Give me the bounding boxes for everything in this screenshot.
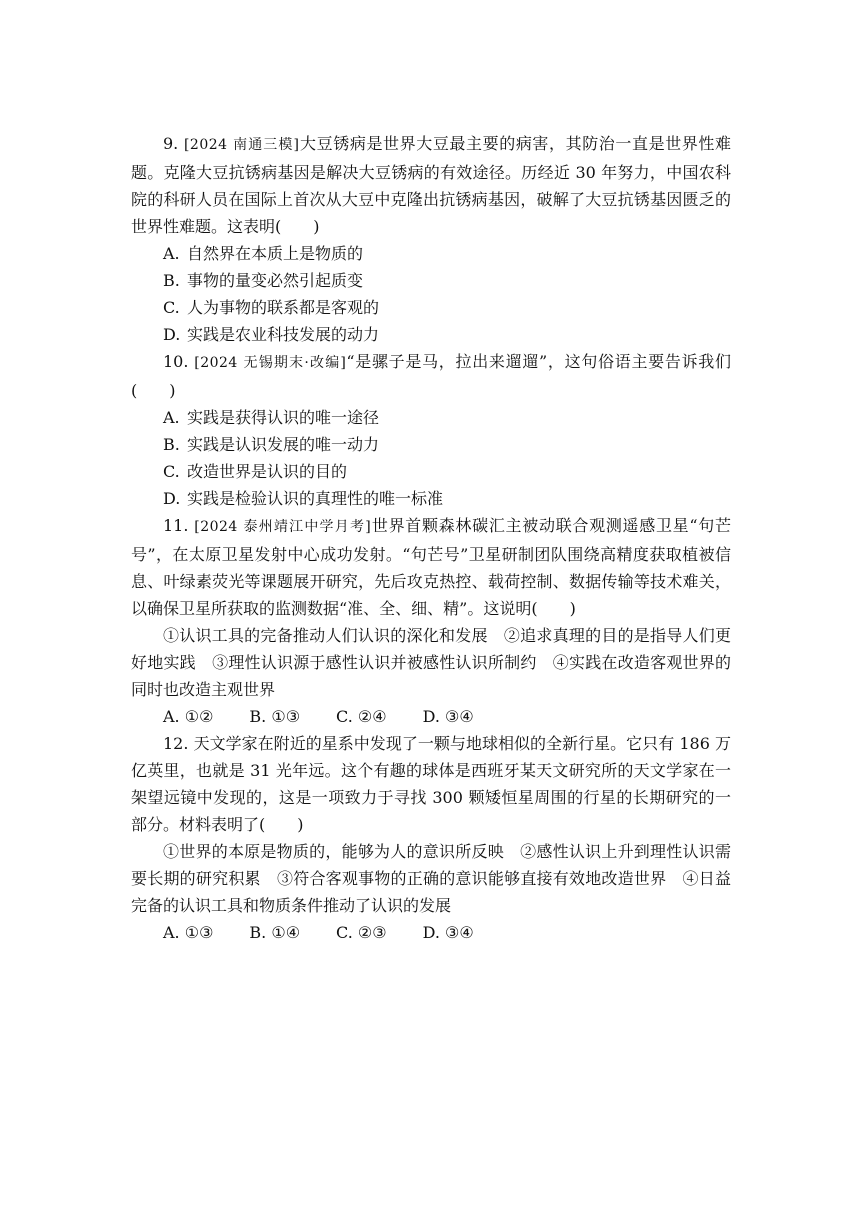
- option-b: B. 实践是认识发展的唯一动力: [163, 435, 380, 454]
- question-text: 大豆锈病是世界大豆最主要的病害，其防治一直是世界性难题。克隆大豆抗锈病基因是解决大豆锈病的有效途径。历经近 30 年努力，中国农科院的科研人员在国际上首次从大豆中克隆出抗锈病基因，破解了大豆抗锈基因匮乏的世界性难题。这表明( ): [131, 134, 731, 236]
- choice-b: B. ①④: [249, 923, 301, 942]
- question-statements: ①世界的本原是物质的，能够为人的意识所反映 ②感性认识上升到理性认识需要长期的研究积累 ③符合客观事物的正确的意识能够直接有效地改造世界 ④日益完备的认识工具和物质条件推动了认识的发展: [131, 842, 731, 915]
- question-text: 天文学家在附近的星系中发现了一颗与地球相似的全新行星。它只有 186 万亿英里，也就是 31 光年远。这个有趣的球体是西班牙某天文研究所的天文学家在一架望远镜中发现的，这是一项致力于寻找 300 颗矮恒星周围的行星的长期研究的一部分。材料表明了( ): [131, 734, 731, 834]
- question-11: [131, 512, 731, 730]
- question-12: [131, 730, 731, 946]
- question-text: 世界首颗森林碳汇主被动联合观测遥感卫星“句芒号”，在太原卫星发射中心成功发射。“句芒号”卫星研制团队围绕高精度获取植被信息、叶绿素荧光等课题展开研究，先后攻克热控、载荷控制、数据传输等技术难关，以确保卫星所获取的监测数据“准、全、细、精”。这说明( ): [131, 516, 731, 618]
- question-source: [2024 无锡期末·改编]: [194, 355, 347, 371]
- question-list: [131, 130, 731, 946]
- option-c: C. 人为事物的联系都是客观的: [163, 298, 380, 317]
- question-10: [131, 348, 731, 512]
- choice-c: C. ②③: [336, 923, 387, 942]
- question-number: 10.: [163, 352, 189, 371]
- choice-b: B. ①③: [249, 707, 301, 726]
- option-b: B. 事物的量变必然引起质变: [163, 271, 364, 290]
- option-d: D. 实践是农业科技发展的动力: [163, 325, 380, 344]
- choice-d: D. ③④: [422, 707, 474, 726]
- answer-choices: [131, 919, 731, 946]
- question-source: [2024 南通三模]: [183, 137, 300, 153]
- option-c: C. 改造世界是认识的目的: [163, 462, 348, 481]
- question-source: [2024 泰州靖江中学月考]: [194, 519, 372, 535]
- question-text: “是骡子是马，拉出来遛遛”，这句俗语主要告诉我们( ): [131, 352, 731, 400]
- option-a: A. 自然界在本质上是物质的: [163, 244, 364, 263]
- option-d: D. 实践是检验认识的真理性的唯一标准: [163, 489, 444, 508]
- question-number: 12.: [163, 734, 189, 753]
- question-statements: ①认识工具的完备推动人们认识的深化和发展 ②追求真理的目的是指导人们更好地实践 ③理性认识源于感性认识并被感性认识所制约 ④实践在改造客观世界的同时也改造主观世界: [131, 626, 731, 699]
- question-number: 9.: [163, 134, 179, 153]
- choice-d: D. ③④: [422, 923, 474, 942]
- question-stem: [131, 730, 731, 838]
- question-stem: [131, 348, 731, 404]
- question-stem: [131, 130, 731, 240]
- choice-c: C. ②④: [336, 707, 387, 726]
- choice-a: A. ①②: [163, 707, 214, 726]
- question-stem: [131, 512, 731, 622]
- option-a: A. 实践是获得认识的唯一途径: [163, 408, 380, 427]
- choice-a: A. ①③: [163, 923, 214, 942]
- question-number: 11.: [163, 516, 189, 535]
- question-9: [131, 130, 731, 348]
- answer-choices: [131, 703, 731, 730]
